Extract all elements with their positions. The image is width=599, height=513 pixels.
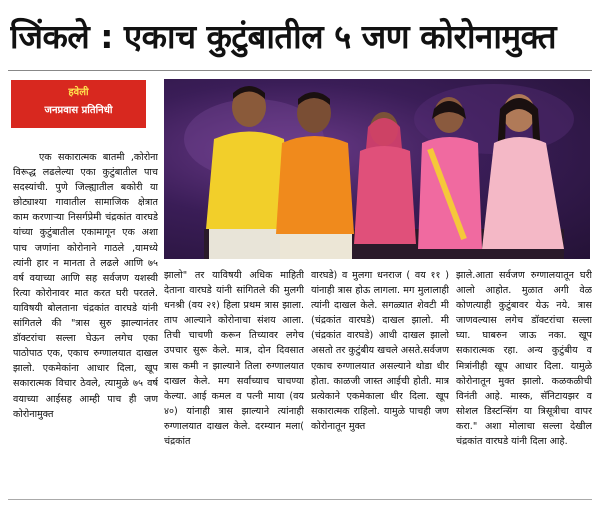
dateline-city: हवेली [68,87,89,98]
column-1-text: एक सकारात्मक बातमी ,कोरोना विरूद्ध लढलेल्या एका कुटुंबातील पाच सदस्यांची. पुणे जिल्ह्यातील बकोरी या छोट्याश्या गावातील सामाजिक क्षेत्रात काम करणाऱ्या निसर्गप्रेमी चंद्रकांत वारघडे यांच्या कुटुंबातील एकामागून एक अशा पाच जणांना कोरोनाने गाठले ,यामध्ये त्यांनी हार न मानता ते लढले आणि ७५ वर्ष वयाच्या आणि सह सर्वजण यशस्वी रित्या कोरोनावर मात करत घरी परतले. याविषयी बोलताना चंद्रकांत वारघडे यांनी सांगितले की "त्रास सुरु झाल्यानंतर डॉक्टरांचा सल्ला घेऊन लगेच एका पाठोपाठ एक, एकाच रुग्णालयात दाखल झालो. एकमेकांना आधार दिला, खूप सकारात्मक विचार ठेवले, त्यामुळे ७५ वर्ष वयाच्या आईसह आम्ही पाच ही जण कोरोनामुक्त [13,152,158,420]
dateline-byline: जनप्रवास प्रतिनिधी [44,105,113,116]
family-photo [164,79,590,259]
bottom-divider [8,499,592,500]
article-column-2 [164,268,304,498]
column-2-text: झालो" तर याविषयी अधिक माहिती देताना वारघडे यांनी सांगितले की मुलगी धनश्री (वय २१) हिला प्रथम त्रास झाला. ताप आल्याने कोरोनाचा संशय आला. तिची चाचणी करून तिच्यावर लगेच उपचार सुरू केले. मात्र, दोन दिवसात त्रास कमी न झाल्याने तिला रुग्णालयात दाखल केले. मग सर्वांच्याच चाचण्या केल्या. आई कमल व पत्नी माया (वय ४०) यांनाही त्रास झाल्याने त्यांनाही रुग्णालयात दाखल केले. दरम्यान मला( चंद्रकांत [164,270,304,448]
column-3-text: वारघडे) व मुलगा धनराज ( वय ११ ) यांनाही त्रास होऊ लागला. मग मुलालाही त्यांनी दाखल केले. सगळ्यात शेवटी मी (चंद्रकांत वारघडे) दाखल झालो. मी (चंद्रकांत वारघडे) आधी दाखल झालो असतो तर कुटुंबीय खचले असते.सर्वजण एकाच रुग्णालयात असल्याने थोडा धीर होता. काळजी जास्त आईची होती. मात्र प्रत्येकाने एकमेकाला धीर दिला. खूप सकारात्मक राहिलो. यामुळे पाचही जण कोरोनातून मुक्त [311,270,449,432]
family-photo-illustration [164,79,590,259]
dateline-box [11,80,146,128]
person-3 [354,112,416,244]
article-column-4 [456,268,592,498]
divider [8,70,592,71]
headline: जिंकले : एकाच कुटुंबातील ५ जण कोरोनामुक्त [10,17,557,56]
article-column-3 [311,268,449,498]
column-4-text: झाले.आता सर्वजण रुग्णालयातून घरी आलो आहोत. मुळात अगी वेळ कोणत्याही कुटुंबावर येऊ नये. त्रास जाणवल्यास लगेच डॉक्टरांचा सल्ला घ्या. घाबरुन जाऊ नका. खूप सकारात्मक रहा. अन्य कुटुंबीय व मित्रांनीही खूप आधार दिला. यामुळे कोरोनातून मुक्त झालो. कळकळीची विनंती आहे. मास्क, सॅनिटायझर व सोशल डिस्टन्सिंग या त्रिसूत्रीचा वापर करा." अशा मोलाचा सल्ला देखील चंद्रकांत वारघडे यांनी दिला आहे. [456,270,592,448]
article-column-1 [13,150,158,498]
